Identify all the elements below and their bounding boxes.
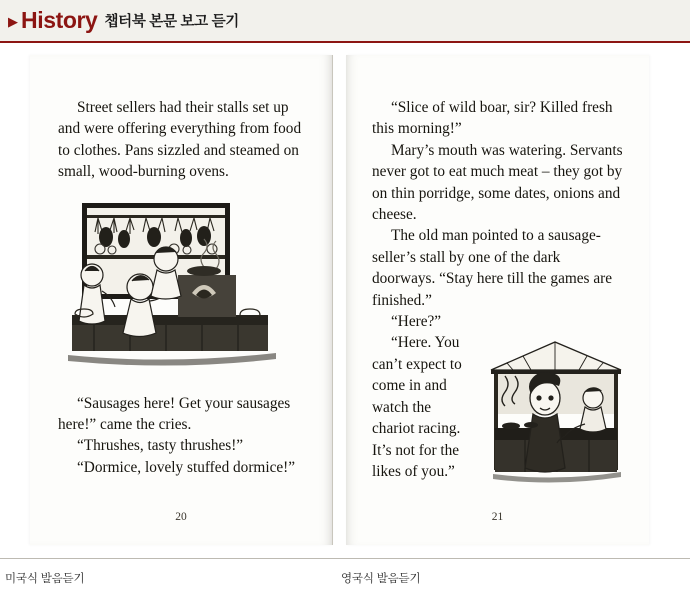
- page-subtitle: 챕터북 본문 보고 듣기: [104, 13, 240, 30]
- page-header: [0, 0, 690, 43]
- paragraph: “Sausages here! Get your sausages here!” came the cries.: [58, 394, 291, 434]
- book-page-right: [346, 55, 649, 545]
- paragraph: Mary’s mouth was watering. Servants never got to eat much meat – they got by on thin porridge, some dates, onions and cheese.: [372, 141, 623, 224]
- paragraph: The old man pointed to a sausage-seller’s stall by one of the dark doorways. “Stay here till the games are finished.”: [372, 227, 612, 309]
- paragraph: “Thrushes, tasty thrushes!”: [77, 437, 244, 455]
- paragraph: Street sellers had their stalls set up and were offering everything from food to clothes. Pans sizzled and steamed on small, wood-burning ovens.: [58, 99, 302, 181]
- page-footer: [0, 558, 690, 601]
- market-stall-illustration: [54, 197, 294, 377]
- right-page-body: [372, 97, 627, 488]
- paragraph: “Here. You can’t expect to come in and watch the chariot racing. It’s not for the likes of you.”: [372, 334, 462, 480]
- uk-pronunciation-link[interactable]: 영국식 발음듣기: [341, 573, 421, 585]
- us-pronunciation-link[interactable]: 미국식 발음듣기: [5, 573, 85, 585]
- sausage-seller-illustration: [481, 336, 631, 486]
- left-page-body: [58, 97, 308, 478]
- paragraph: “Slice of wild boar, sir? Killed fresh this morning!”: [372, 99, 613, 138]
- triangle-right-icon: ▶: [8, 14, 18, 29]
- page-title: History: [21, 7, 98, 33]
- book-page-left: [30, 55, 333, 545]
- book-spread: [0, 43, 690, 558]
- paragraph: “Here?”: [391, 313, 442, 331]
- page-number-right: 21: [491, 511, 504, 523]
- header-inner: [0, 0, 690, 41]
- paragraph: “Dormice, lovely stuffed dormice!”: [77, 458, 296, 476]
- page-number-left: 20: [175, 511, 187, 523]
